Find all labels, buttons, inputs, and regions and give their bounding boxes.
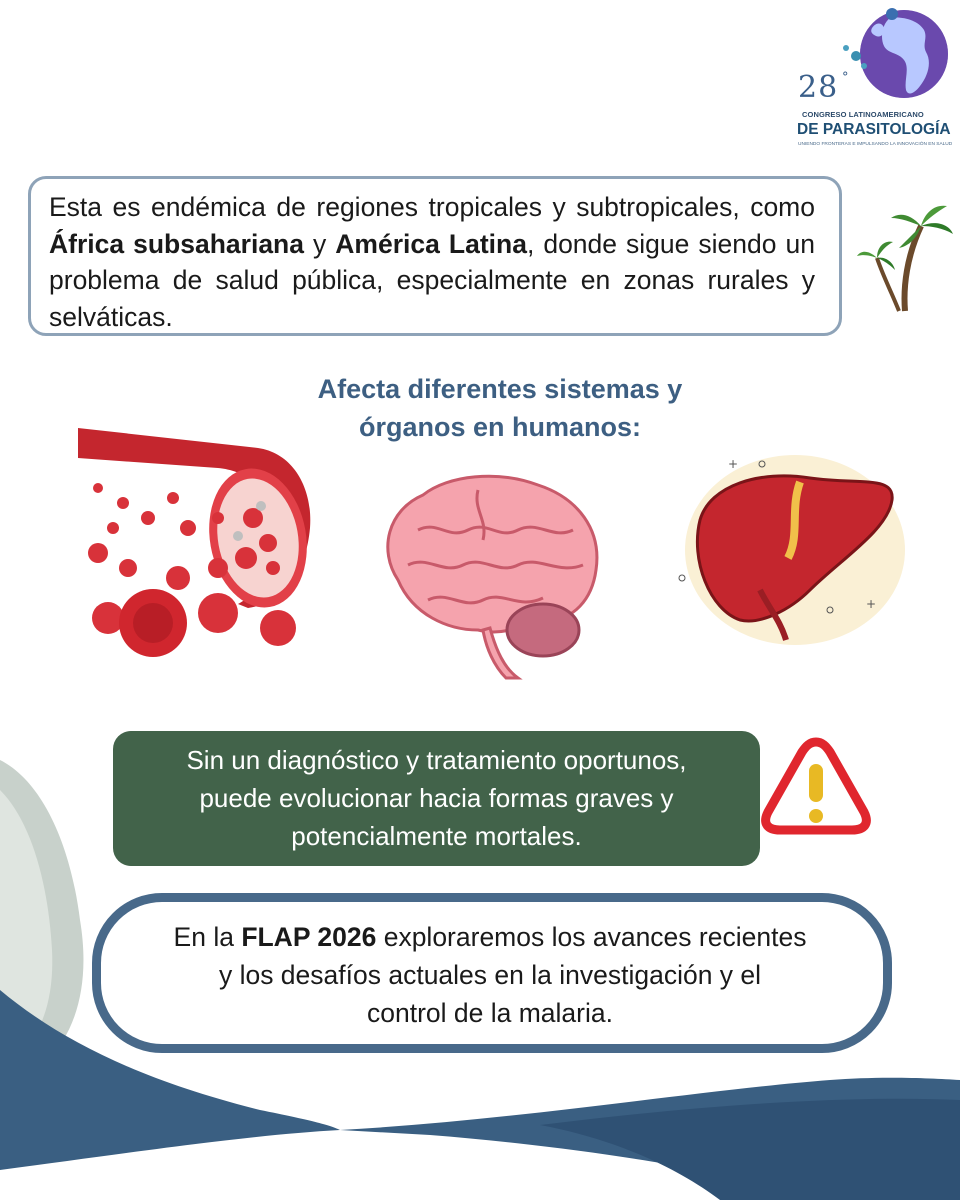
intro-box <box>28 176 842 336</box>
congress-logo <box>790 4 958 154</box>
logo-degree: ° <box>842 70 849 85</box>
intro-text <box>49 189 815 335</box>
organs-subtitle <box>250 370 750 446</box>
warning-line-1: Sin un diagnóstico y tratamiento oportunos, <box>186 745 687 775</box>
globe-map-icon <box>832 4 952 104</box>
logo-line-1: CONGRESO LATINOAMERICANO <box>802 110 924 119</box>
flap-bold-name: FLAP 2026 <box>241 922 377 952</box>
intro-bold-america: América Latina <box>335 228 527 259</box>
brain-illustration <box>378 470 602 680</box>
flap-line-2: y los desafíos actuales en la investigación y el <box>218 960 762 990</box>
flap-line-1 <box>100 918 880 956</box>
warning-line-3: potencialmente mortales. <box>291 821 582 851</box>
logo-number: 28 <box>798 70 839 105</box>
subtitle-line-1: Afecta diferentes sistemas y <box>317 374 683 404</box>
logo-tagline: UNIENDO FRONTERAS E IMPULSANDO LA INNOVACIÓN EN SALUD <box>798 142 953 147</box>
flap-line-3: control de la malaria. <box>367 998 613 1028</box>
flap-text-part-2: exploraremos los avances recientes <box>376 922 807 952</box>
subtitle-line-2: órganos en humanos: <box>358 412 642 442</box>
svg-text:+: + <box>728 457 739 471</box>
warning-line-2: puede evolucionar hacia formas graves y <box>199 783 674 813</box>
svg-text:+: + <box>866 597 877 611</box>
warning-triangle-icon <box>760 736 872 836</box>
intro-text-part-3: , donde sigue siendo un problema de salud pública, especialmente en zonas rurales y selváticas. <box>49 228 815 332</box>
flap-text-part-1: En la <box>173 922 242 952</box>
liver-illustration <box>670 440 905 655</box>
intro-bold-africa: África subsahariana <box>49 228 304 259</box>
flap-text <box>100 918 880 1032</box>
palm-tree-icon <box>855 196 955 316</box>
warning-box <box>113 731 760 866</box>
logo-line-2: DE PARASITOLOGÍA <box>797 121 951 138</box>
intro-text-part-1: Esta es endémica de regiones tropicales y subtropicales, como <box>49 192 815 222</box>
blood-vessel-illustration <box>78 428 318 668</box>
intro-text-part-2: y <box>304 228 336 259</box>
